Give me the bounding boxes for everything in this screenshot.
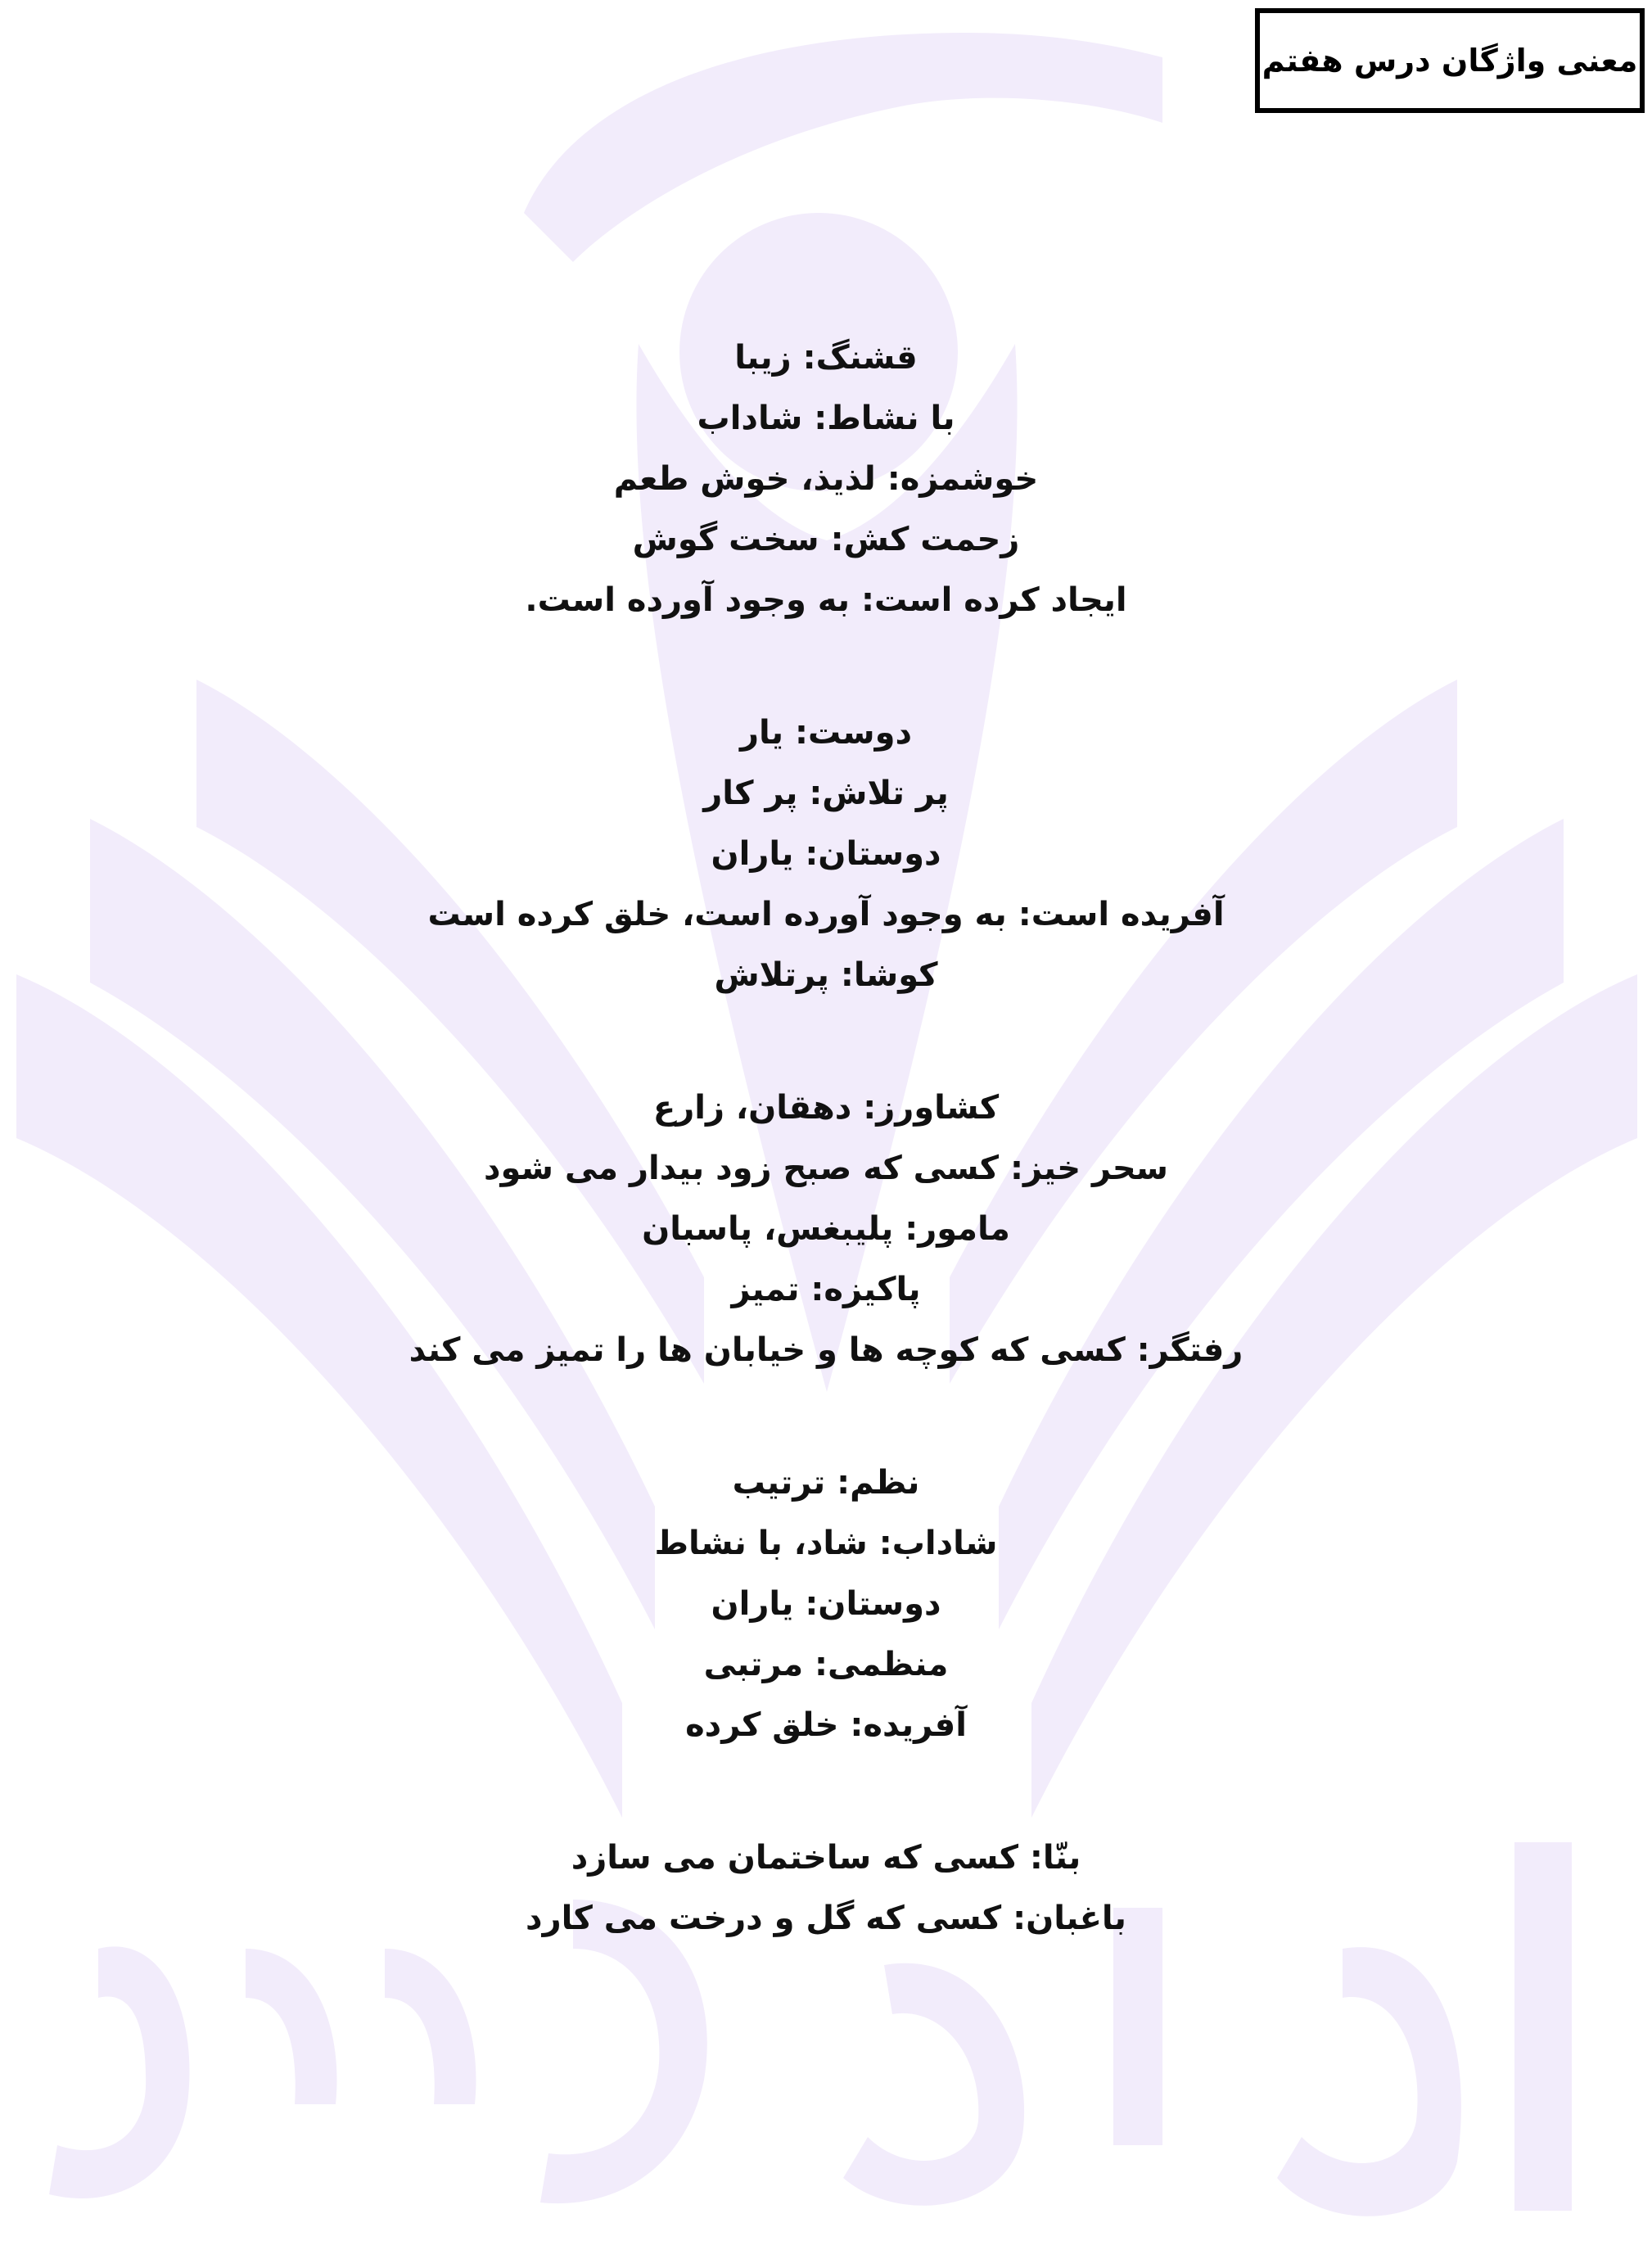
- vocab-line: با نشاط: شاداب: [697, 400, 955, 437]
- title-box: [1255, 8, 1645, 113]
- vocabulary-list: [0, 328, 1652, 2021]
- vocab-line: سحر خیز: کسی که صبح زود بیدار می شود: [483, 1150, 1169, 1187]
- vocab-line: کوشا: پرتلاش: [714, 956, 938, 994]
- vocab-line: شاداب: شاد، با نشاط: [654, 1525, 998, 1562]
- vocab-line: بنّا: کسی که ساختمان می سازد: [571, 1839, 1081, 1877]
- vocab-line: آفریده: خلق کرده: [685, 1706, 967, 1744]
- vocab-line: مامور: پلیبغس، پاسبان: [642, 1210, 1010, 1248]
- vocab-line: نظم: ترتیب: [732, 1464, 920, 1502]
- vocab-group-2: [0, 703, 1652, 1005]
- vocab-line: پر تلاش: پر کار: [703, 775, 949, 812]
- vocab-line: منظمی: مرتبی: [703, 1646, 949, 1683]
- vocab-line: آفریده است: به وجود آورده است، خلق کرده است: [427, 896, 1225, 933]
- vocab-line: پاکیزه: تمیز: [731, 1271, 921, 1308]
- vocab-line: رفتگر: کسی که کوچه ها و خیابان ها را تمیز می کند: [408, 1331, 1244, 1369]
- vocab-line: کشاورز: دهقان، زارع: [652, 1089, 1000, 1127]
- vocab-group-1: [0, 328, 1652, 630]
- vocab-line: قشنگ: زیبا: [734, 339, 918, 377]
- vocab-line: ایجاد کرده است: به وجود آورده است.: [525, 581, 1127, 619]
- vocab-group-5: [0, 1828, 1652, 1949]
- vocab-line: زحمت کش: سخت گوش: [632, 521, 1020, 558]
- vocab-line: دوست: یار: [739, 714, 913, 752]
- vocab-line: دوستان: یاران: [711, 1585, 941, 1623]
- vocab-line: باغبان: کسی که گل و درخت می کارد: [526, 1900, 1126, 1937]
- vocab-group-3: [0, 1078, 1652, 1380]
- page-title: معنی واژگان درس هفتم: [1262, 43, 1638, 79]
- vocab-line: دوستان: یاران: [711, 835, 941, 873]
- vocab-group-4: [0, 1453, 1652, 1755]
- vocab-line: خوشمزه: لذیذ، خوش طعم: [613, 460, 1039, 498]
